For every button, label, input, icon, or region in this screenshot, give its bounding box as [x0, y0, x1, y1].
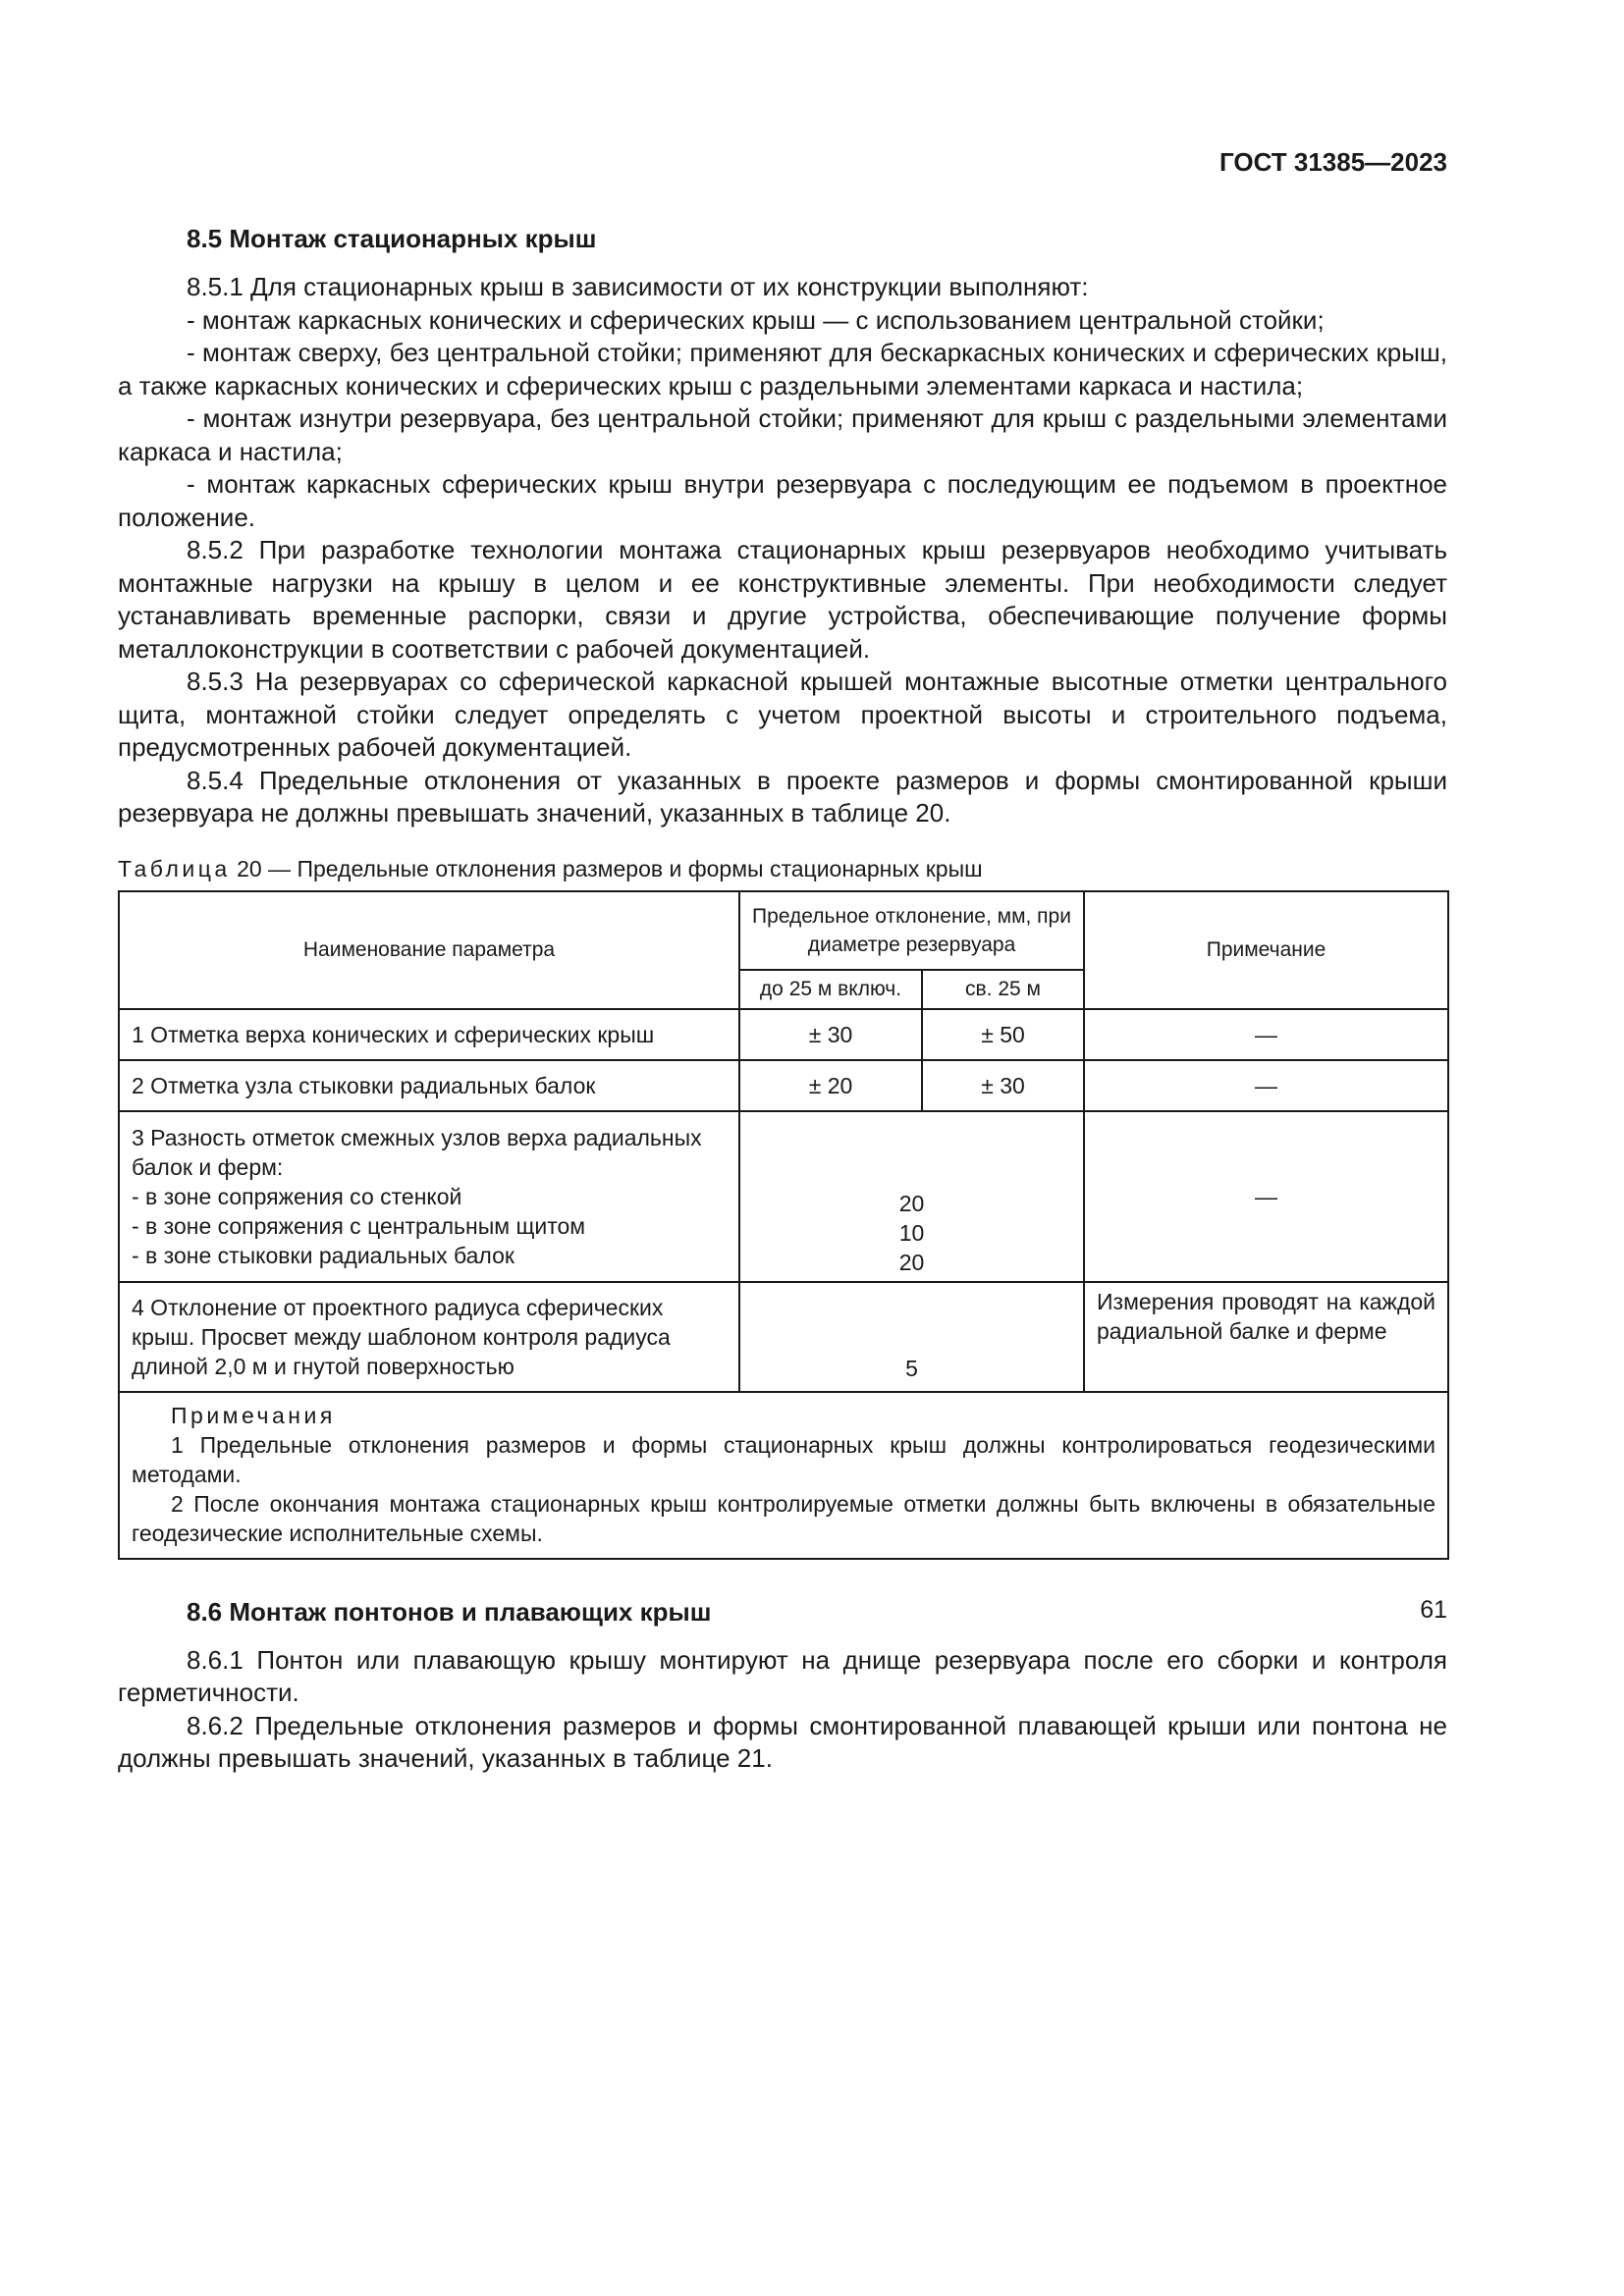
- row3-item: - в зоне сопряжения с центральным щитом: [132, 1212, 586, 1239]
- row3-value: 20: [898, 1190, 925, 1216]
- row3-value: 10: [898, 1219, 925, 1246]
- header-param: Наименование параметра: [119, 891, 739, 1009]
- row3-item: - в зоне сопряжения со стенкой: [132, 1183, 462, 1209]
- cell-param: 1 Отметка верха конических и сферических крыш: [119, 1009, 739, 1060]
- table-notes: [119, 1392, 1448, 1559]
- table-caption: [118, 856, 1447, 882]
- paragraph: 8.6.2 Предельные отклонения размеров и формы смонтированной плавающей крыши или понтона не должны превышать значений, указанных в таблице 21.: [118, 1710, 1447, 1773]
- page-content: [118, 224, 1447, 1776]
- paragraph: 8.5.1 Для стационарных крыш в зависимости от их конструкции выполняют:: [187, 272, 1089, 301]
- table-row: [119, 1282, 1448, 1392]
- document-id: ГОСТ 31385—2023: [1219, 147, 1447, 177]
- row3-value: 20: [898, 1249, 925, 1275]
- header-note: Примечание: [1084, 891, 1448, 1009]
- cell-note: —: [1084, 1060, 1448, 1111]
- table-row: [119, 1060, 1448, 1111]
- cell-upto25: ± 30: [739, 1009, 922, 1060]
- cell-upto25: ± 20: [739, 1060, 922, 1111]
- section-title-8-6: 8.6 Монтаж понтонов и плавающих крыш: [187, 1596, 712, 1627]
- cell-note: Измерения проводят на каждой радиальной балке и ферме: [1084, 1282, 1448, 1392]
- section-title-8-5: 8.5 Монтаж стационарных крыш: [187, 224, 597, 253]
- note-item: 1 Предельные отклонения размеров и формы стационарных крыш должны контролироваться геодезическими методами.: [132, 1431, 1436, 1487]
- cell-over25: ± 30: [922, 1060, 1084, 1111]
- cell-over25: ± 50: [922, 1009, 1084, 1060]
- table-header-row: [119, 891, 1448, 970]
- paragraph: 8.5.4 Предельные отклонения от указанных в проекте размеров и формы смонтированной крыши резервуара не должны превышать значений, указанных в таблице 20.: [118, 765, 1447, 828]
- cell-values: [739, 1111, 1084, 1282]
- table-caption-word: Таблица: [118, 855, 231, 881]
- table-row: [119, 1009, 1448, 1060]
- paragraph: 8.6.1 Понтон или плавающую крышу монтируют на днище резервуара после его сборки и контроля герметичности.: [118, 1644, 1447, 1707]
- row3-item: - в зоне стыковки радиальных балок: [132, 1242, 514, 1268]
- notes-title: Примечания: [171, 1402, 336, 1428]
- cell-note: —: [1084, 1111, 1448, 1282]
- paragraph: 8.5.3 На резервуарах со сферической каркасной крышей монтажные высотные отметки центрального щита, монтажной стойки следует определять с учетом проектной высоты и строительного подъема, предусмотренных рабочей документацией.: [118, 667, 1447, 762]
- header-deviation: Предельное отклонение, мм, при диаметре резервуара: [739, 891, 1084, 970]
- page-number: 61: [1420, 1596, 1447, 1624]
- paragraph: 8.5.2 При разработке технологии монтажа стационарных крыш резервуаров необходимо учитывать монтажные нагрузки на крышу в целом и ее конструктивные элементы. При необходимости следует устанавливать временные распорки, связи и другие устройства, обеспечивающие получение формы металлоконструкции в соответствии с рабочей документацией.: [118, 535, 1447, 664]
- table-notes-row: [119, 1392, 1448, 1559]
- table-caption-text: 20 — Предельные отклонения размеров и формы стационарных крыш: [237, 855, 983, 881]
- note-item: 2 После окончания монтажа стационарных крыш контролируемые отметки должны быть включены в обязательные геодезические исполнительные схемы.: [132, 1490, 1436, 1546]
- list-item: - монтаж изнутри резервуара, без центральной стойки; применяют для крыш с раздельными элементами каркаса и настила;: [118, 403, 1447, 466]
- list-item: - монтаж каркасных конических и сферических крыш — с использованием центральной стойки;: [187, 304, 1325, 335]
- cell-param: [119, 1111, 739, 1282]
- header-over25: св. 25 м: [922, 970, 1084, 1009]
- cell-param: 2 Отметка узла стыковки радиальных балок: [119, 1060, 739, 1111]
- cell-note: —: [1084, 1009, 1448, 1060]
- cell-param: 4 Отклонение от проектного радиуса сферических крыш. Просвет между шаблоном контроля радиуса длиной 2,0 м и гнутой поверхностью: [119, 1282, 739, 1392]
- header-upto25: до 25 м включ.: [739, 970, 922, 1009]
- list-item: - монтаж каркасных сферических крыш внутри резервуара с последующим ее подъемом в проектное положение.: [118, 469, 1447, 532]
- cell-value: 5: [739, 1282, 1084, 1392]
- list-item: - монтаж сверху, без центральной стойки; применяют для бескаркасных конических и сферических крыш, а также каркасных конических и сферических крыш с раздельными элементами каркаса и настила;: [118, 338, 1447, 400]
- table-row: [119, 1111, 1448, 1282]
- row3-title: 3 Разность отметок смежных узлов верха радиальных балок и ферм:: [132, 1124, 702, 1180]
- table-20: [118, 890, 1449, 1560]
